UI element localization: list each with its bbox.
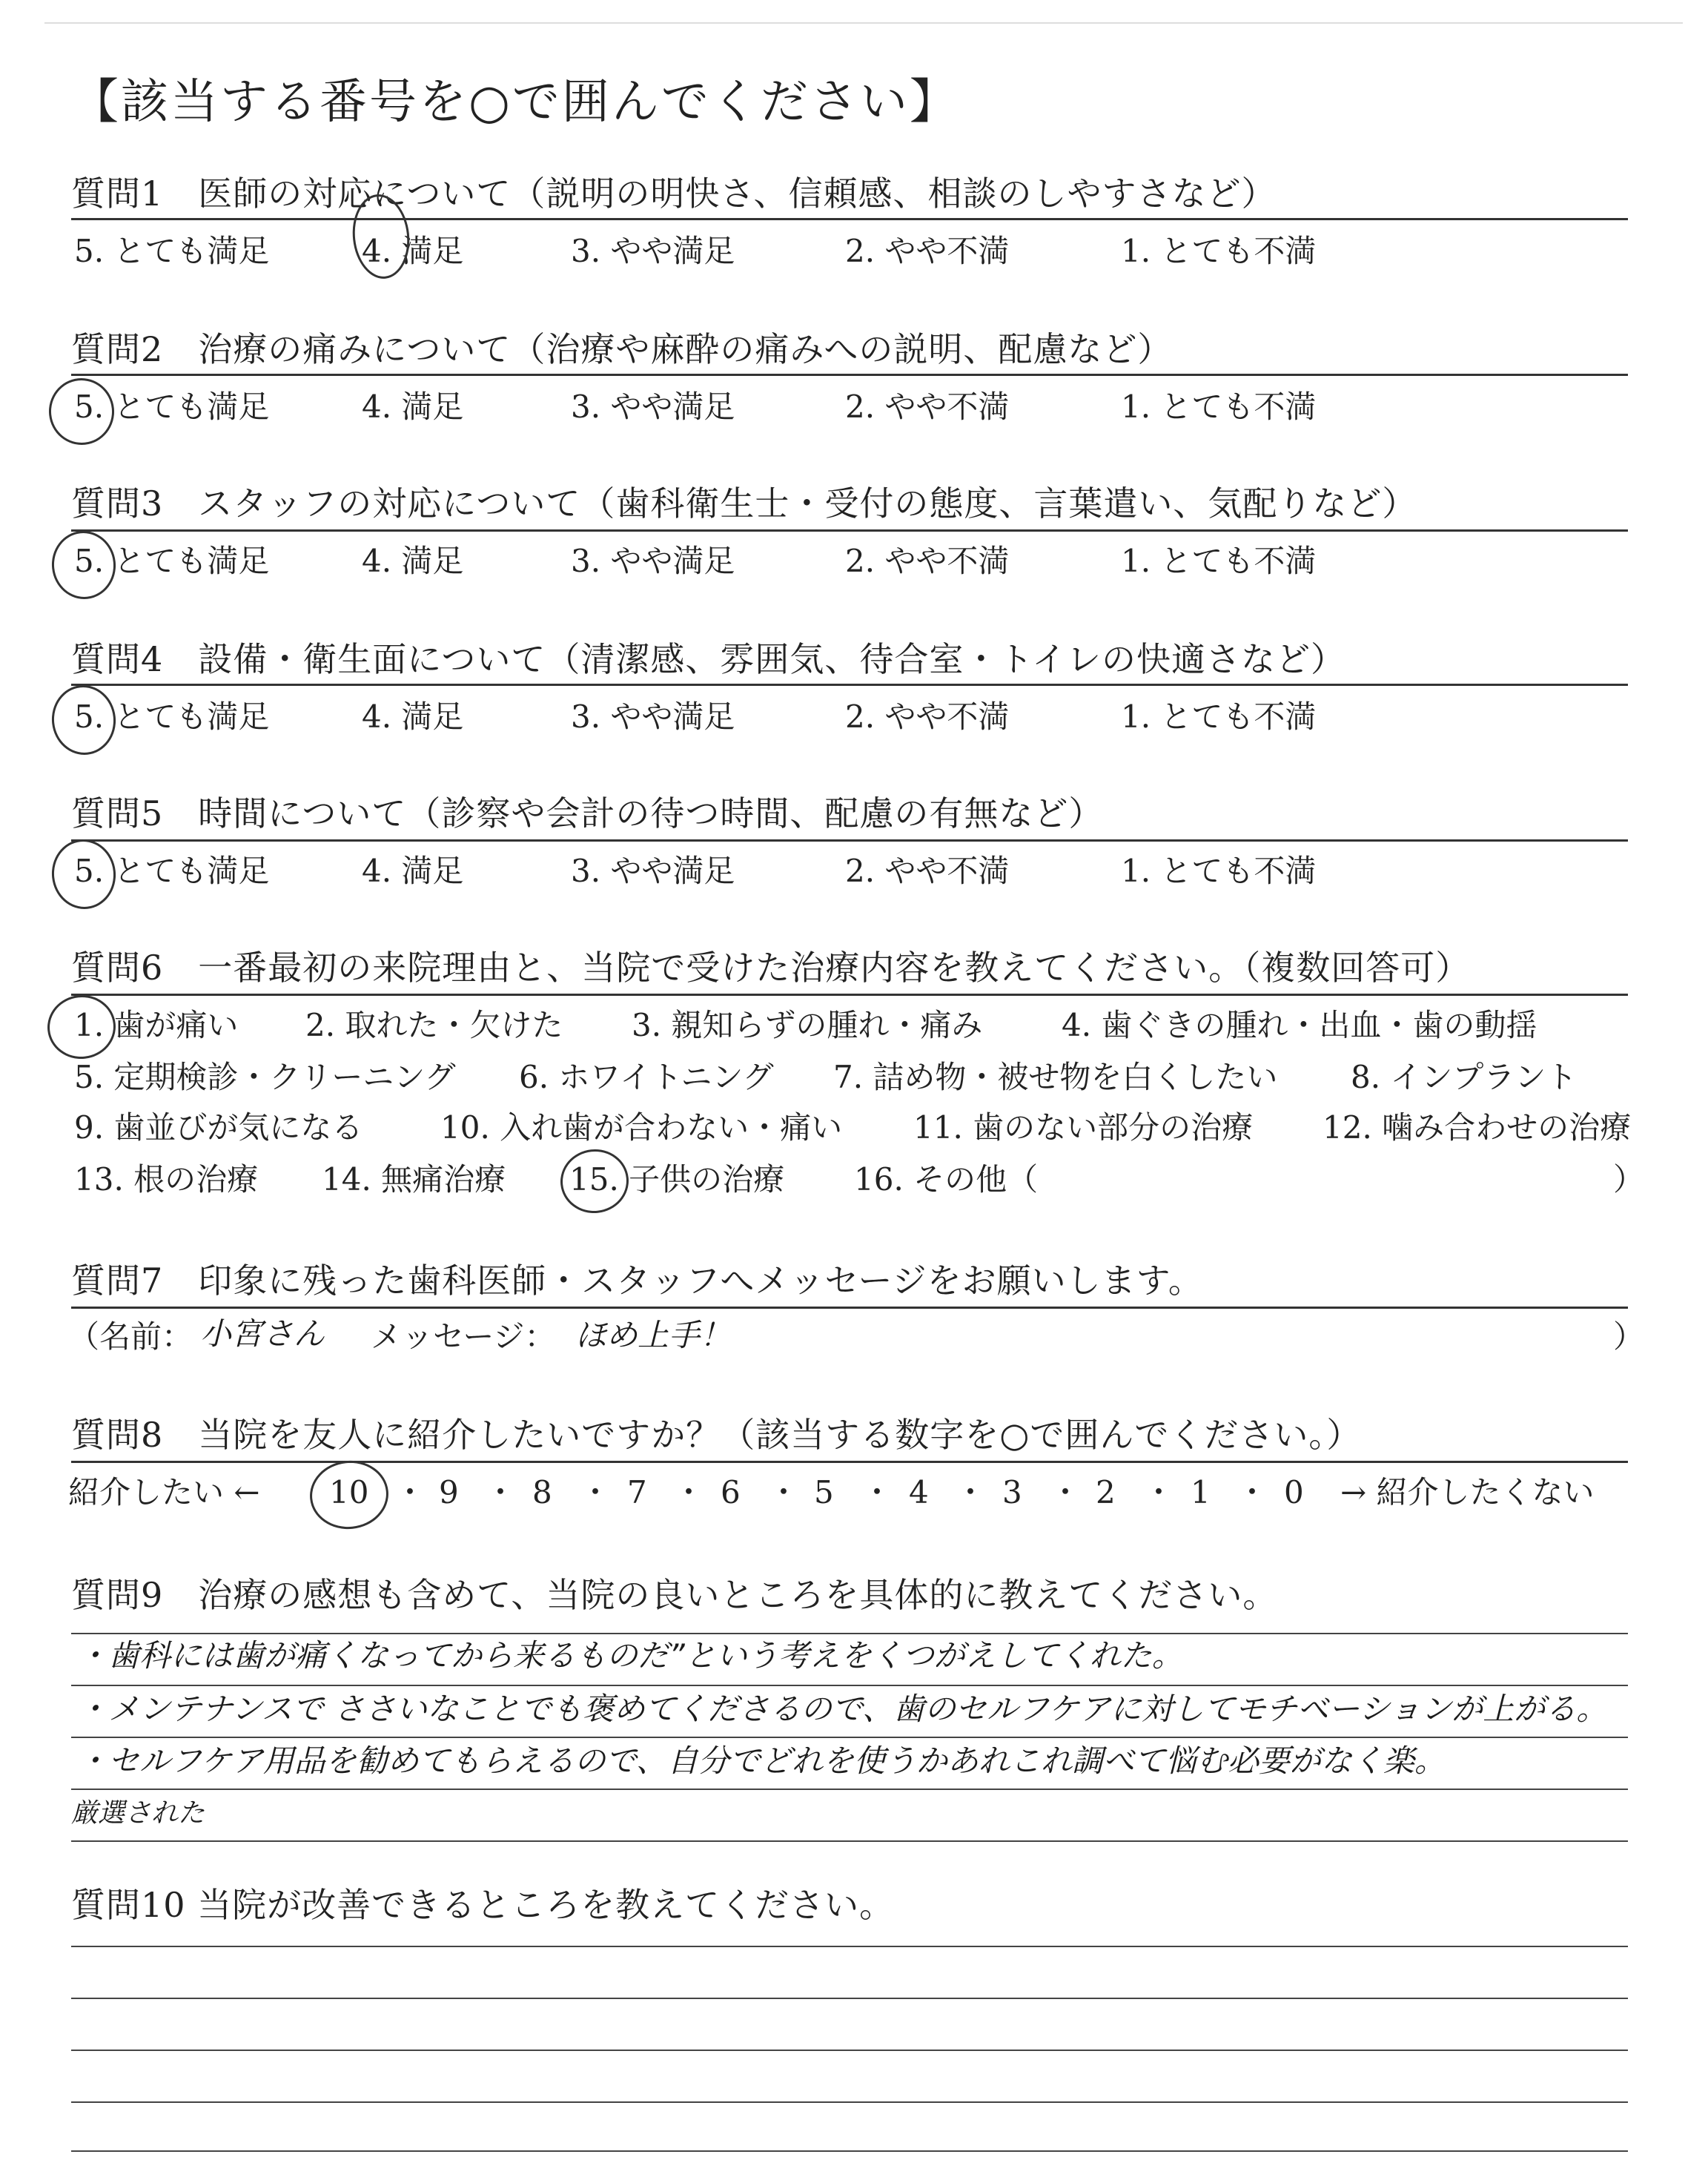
q4-option-2[interactable]: 2. やや不満 bbox=[845, 698, 1010, 735]
q4-option-1[interactable]: 1. とても不満 bbox=[1121, 698, 1317, 735]
q6-option-14[interactable]: 14. 無痛治療 bbox=[322, 1161, 506, 1198]
answer-line bbox=[71, 1633, 1628, 1634]
question-1-text: 質問1 医師の対応について（説明の明快さ、信頼感、相談のしやすさなど） bbox=[71, 174, 1277, 214]
q3-option-5[interactable]: 5. とても満足 bbox=[74, 543, 270, 579]
q2-option-1[interactable]: 1. とても不満 bbox=[1121, 389, 1317, 425]
q3-selected-circle bbox=[48, 528, 119, 602]
q1-option-5[interactable]: 5. とても満足 bbox=[74, 233, 270, 269]
q8-scale-2[interactable]: 2 bbox=[1096, 1474, 1116, 1510]
question-5-rule bbox=[71, 839, 1628, 842]
q6-option-2[interactable]: 2. 取れた・欠けた bbox=[305, 1007, 563, 1043]
question-4-text: 質問4 設備・衛生面について（清潔感、雰囲気、待合室・トイレの快適さなど） bbox=[71, 639, 1346, 679]
q8-selected-circle bbox=[306, 1457, 391, 1533]
q7-close-paren: ） bbox=[1613, 1318, 1645, 1355]
q1-option-2[interactable]: 2. やや不満 bbox=[845, 233, 1010, 269]
q2-selected-circle bbox=[46, 375, 118, 449]
q6-option-6[interactable]: 6. ホワイトニング bbox=[519, 1059, 774, 1095]
q8-scale-3[interactable]: 3 bbox=[1002, 1474, 1022, 1510]
q8-scale-8[interactable]: 8 bbox=[532, 1474, 552, 1510]
q3-option-3[interactable]: 3. やや満足 bbox=[571, 543, 735, 579]
question-10-text: 質問10 当院が改善できるところを教えてください。 bbox=[71, 1885, 895, 1925]
question-8-rule bbox=[71, 1461, 1628, 1463]
q8-scale-dot: ・ bbox=[768, 1474, 800, 1510]
q8-scale-dot: ・ bbox=[1050, 1474, 1082, 1510]
q6-option-4[interactable]: 4. 歯ぐきの腫れ・出血・歯の動揺 bbox=[1062, 1007, 1537, 1043]
q8-scale-dot: ・ bbox=[580, 1474, 612, 1510]
answer-line bbox=[71, 1840, 1628, 1842]
q8-scale-dot: ・ bbox=[1237, 1474, 1268, 1510]
q8-scale-7[interactable]: 7 bbox=[627, 1474, 647, 1510]
q6-other-close-paren: ） bbox=[1613, 1161, 1645, 1198]
q5-option-1[interactable]: 1. とても不満 bbox=[1121, 853, 1317, 889]
question-3-text: 質問3 スタッフの対応について（歯科衛生士・受付の態度、言葉遣い、気配りなど） bbox=[71, 483, 1417, 524]
q6-selected-circle-15 bbox=[557, 1146, 632, 1216]
q7-name-value[interactable]: 小宮さん bbox=[200, 1315, 325, 1352]
q4-option-5[interactable]: 5. とても満足 bbox=[74, 698, 270, 735]
answer-line bbox=[71, 2050, 1628, 2051]
q2-option-5[interactable]: 5. とても満足 bbox=[74, 389, 270, 425]
question-3-rule bbox=[71, 529, 1628, 532]
q8-scale-9[interactable]: 9 bbox=[439, 1474, 459, 1510]
question-4-rule bbox=[71, 684, 1628, 686]
q8-scale-dot: ・ bbox=[1143, 1474, 1175, 1510]
q2-option-3[interactable]: 3. やや満足 bbox=[571, 389, 735, 425]
q1-option-1[interactable]: 1. とても不満 bbox=[1121, 233, 1317, 269]
q8-scale-0[interactable]: 0 bbox=[1284, 1474, 1304, 1510]
q6-option-15[interactable]: 15. 子供の治療 bbox=[569, 1161, 785, 1198]
q3-option-4[interactable]: 4. 満足 bbox=[362, 543, 464, 579]
q6-option-5[interactable]: 5. 定期検診・クリーニング bbox=[74, 1059, 456, 1095]
q4-selected-circle bbox=[48, 682, 119, 758]
q8-right-label: → 紹介したくない bbox=[1340, 1474, 1595, 1510]
q6-option-13[interactable]: 13. 根の治療 bbox=[74, 1161, 259, 1198]
answer-line bbox=[71, 2150, 1628, 2152]
q8-scale-dot: ・ bbox=[485, 1474, 517, 1510]
q5-option-2[interactable]: 2. やや不満 bbox=[845, 853, 1010, 889]
answer-line bbox=[71, 1737, 1628, 1738]
q6-option-7[interactable]: 7. 詰め物・被せ物を白くしたい bbox=[833, 1059, 1278, 1095]
question-7-rule bbox=[71, 1307, 1628, 1309]
q6-option-10[interactable]: 10. 入れ歯が合わない・痛い bbox=[440, 1109, 843, 1146]
answer-line bbox=[71, 1998, 1628, 1999]
q1-option-3[interactable]: 3. やや満足 bbox=[571, 233, 735, 269]
q6-selected-circle-1 bbox=[44, 991, 119, 1062]
question-1-rule bbox=[71, 218, 1628, 220]
q3-option-2[interactable]: 2. やや不満 bbox=[845, 543, 1010, 579]
question-6-rule bbox=[71, 994, 1628, 996]
q6-option-12[interactable]: 12. 噛み合わせの治療 bbox=[1323, 1109, 1632, 1146]
q5-option-5[interactable]: 5. とても満足 bbox=[74, 853, 270, 889]
q1-option-4[interactable]: 4. 満足 bbox=[362, 233, 464, 269]
q6-option-9[interactable]: 9. 歯並びが気になる bbox=[74, 1109, 363, 1146]
q9-answer-3[interactable]: ・セルフケア用品を勧めてもらえるので、自分でどれを使うかあれこれ調べて悩む必要がなく楽。 bbox=[77, 1743, 1446, 1779]
q8-scale-dot: ・ bbox=[861, 1474, 893, 1510]
question-2-rule bbox=[71, 374, 1628, 376]
q9-answer-1[interactable]: ・歯科には歯が痛くなってから来るものだ”という考えをくつがえしてくれた。 bbox=[77, 1637, 1183, 1674]
q6-option-8[interactable]: 8. インプラント bbox=[1351, 1059, 1578, 1095]
q8-scale-dot: ・ bbox=[955, 1474, 987, 1510]
page-title: 【該当する番号を○で囲んでください】 bbox=[71, 75, 959, 130]
answer-line bbox=[71, 1789, 1628, 1790]
q8-scale-1[interactable]: 1 bbox=[1191, 1474, 1211, 1510]
q9-answer-insertion[interactable]: 厳選された bbox=[71, 1798, 205, 1829]
q5-option-3[interactable]: 3. やや満足 bbox=[571, 853, 735, 889]
q7-message-label: メッセージ： bbox=[371, 1318, 556, 1355]
answer-line bbox=[71, 1946, 1628, 1947]
q6-option-16[interactable]: 16. その他（ bbox=[854, 1161, 1039, 1198]
question-2-text: 質問2 治療の痛みについて（治療や麻酔の痛みへの説明、配慮など） bbox=[71, 329, 1173, 369]
q8-scale-6[interactable]: 6 bbox=[721, 1474, 741, 1510]
question-8-text: 質問8 当院を友人に紹介したいですか？（該当する数字を○で囲んでください。） bbox=[71, 1415, 1362, 1455]
answer-line bbox=[71, 2101, 1628, 2103]
q4-option-3[interactable]: 3. やや満足 bbox=[571, 698, 735, 735]
q8-left-label: 紹介したい ← bbox=[68, 1474, 260, 1510]
q2-option-4[interactable]: 4. 満足 bbox=[362, 389, 464, 425]
q5-selected-circle bbox=[48, 836, 119, 912]
q8-scale-5[interactable]: 5 bbox=[814, 1474, 834, 1510]
q5-option-4[interactable]: 4. 満足 bbox=[362, 853, 464, 889]
question-7-text: 質問7 印象に残った歯科医師・スタッフへメッセージをお願いします。 bbox=[71, 1261, 1203, 1301]
q8-scale-dot: ・ bbox=[394, 1474, 426, 1510]
q6-option-11[interactable]: 11. 歯のない部分の治療 bbox=[913, 1109, 1254, 1146]
q4-option-4[interactable]: 4. 満足 bbox=[362, 698, 464, 735]
q7-message-value[interactable]: ほめ上手！ bbox=[575, 1317, 732, 1353]
q9-answer-2[interactable]: ・メンテナンスで ささいなことでも褒めてくださるので、歯のセルフケアに対してモチベーションが上がる。 bbox=[77, 1691, 1608, 1727]
answer-line bbox=[71, 1685, 1628, 1686]
question-6-text: 質問6 一番最初の来院理由と、当院で受けた治療内容を教えてください。（複数回答可） bbox=[71, 948, 1471, 988]
q6-option-3[interactable]: 3. 親知らずの腫れ・痛み bbox=[632, 1007, 983, 1043]
q3-option-1[interactable]: 1. とても不満 bbox=[1121, 543, 1317, 579]
q8-scale-4[interactable]: 4 bbox=[909, 1474, 929, 1510]
question-5-text: 質問5 時間について（診察や会計の待つ時間、配慮の有無など） bbox=[71, 793, 1104, 833]
question-9-text: 質問9 治療の感想も含めて、当院の良いところを具体的に教えてください。 bbox=[71, 1575, 1278, 1615]
page-edge bbox=[44, 22, 1683, 24]
q7-name-label: （名前： bbox=[68, 1318, 193, 1355]
q8-scale-dot: ・ bbox=[673, 1474, 705, 1510]
q6-option-1[interactable]: 1. 歯が痛い bbox=[74, 1007, 239, 1043]
q8-scale-10[interactable]: 10 bbox=[329, 1474, 369, 1510]
q2-option-2[interactable]: 2. やや不満 bbox=[845, 389, 1010, 425]
